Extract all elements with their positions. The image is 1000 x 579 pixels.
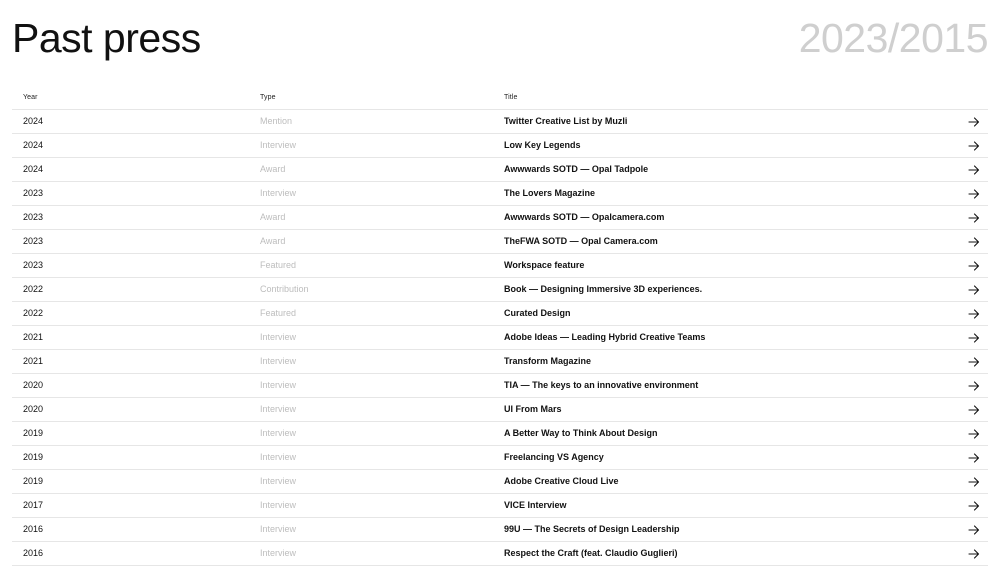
arrow-right-icon[interactable]: [968, 331, 980, 343]
table-row[interactable]: [12, 398, 988, 422]
arrow-right-icon[interactable]: [968, 235, 980, 247]
row-title[interactable]: TIA — The keys to an innovative environment: [504, 380, 699, 390]
year-range: 2023/2015: [798, 15, 988, 61]
column-header-type: Type: [260, 94, 276, 101]
table-row[interactable]: [12, 182, 988, 206]
row-type: Interview: [260, 500, 297, 510]
arrow-right-icon[interactable]: [968, 139, 980, 151]
arrow-right-icon[interactable]: [968, 355, 980, 367]
row-type: Award: [260, 164, 286, 174]
table-header: [12, 86, 988, 110]
table-row[interactable]: [12, 254, 988, 278]
table-row[interactable]: [12, 134, 988, 158]
row-title[interactable]: Curated Design: [504, 308, 571, 318]
arrow-right-icon[interactable]: [968, 163, 980, 175]
row-type: Interview: [260, 140, 297, 150]
row-type: Featured: [260, 260, 297, 270]
row-title[interactable]: The Lovers Magazine: [504, 188, 596, 198]
row-type: Interview: [260, 452, 297, 462]
row-year: 2016: [23, 524, 44, 534]
row-title[interactable]: Respect the Craft (feat. Claudio Guglieri): [504, 548, 678, 558]
arrow-right-icon[interactable]: [968, 115, 980, 127]
arrow-right-icon[interactable]: [968, 451, 980, 463]
row-year: 2017: [23, 500, 44, 510]
row-year: 2021: [23, 332, 44, 342]
row-type: Interview: [260, 548, 297, 558]
row-type: Interview: [260, 380, 297, 390]
arrow-right-icon[interactable]: [968, 547, 980, 559]
row-type: Interview: [260, 428, 297, 438]
row-title[interactable]: Workspace feature: [504, 260, 585, 270]
row-title[interactable]: Transform Magazine: [504, 356, 592, 366]
table-row[interactable]: [12, 158, 988, 182]
table-row[interactable]: [12, 446, 988, 470]
table-row[interactable]: [12, 518, 988, 542]
table-row[interactable]: [12, 422, 988, 446]
row-type: Award: [260, 236, 286, 246]
row-year: 2024: [23, 164, 44, 174]
column-header-year: Year: [23, 94, 38, 101]
table-row[interactable]: [12, 326, 988, 350]
arrow-right-icon[interactable]: [968, 259, 980, 271]
arrow-right-icon[interactable]: [968, 427, 980, 439]
row-year: 2019: [23, 476, 44, 486]
row-type: Interview: [260, 524, 297, 534]
page-title: Past press: [12, 15, 201, 61]
table-row[interactable]: [12, 110, 988, 134]
row-type: Interview: [260, 404, 297, 414]
row-year: 2020: [23, 380, 44, 390]
table-row[interactable]: [12, 470, 988, 494]
row-year: 2020: [23, 404, 44, 414]
table-row[interactable]: [12, 374, 988, 398]
row-year: 2023: [23, 236, 44, 246]
row-year: 2024: [23, 116, 44, 126]
row-year: 2021: [23, 356, 44, 366]
row-year: 2024: [23, 140, 44, 150]
table-row[interactable]: [12, 494, 988, 518]
table-row[interactable]: [12, 302, 988, 326]
row-type: Mention: [260, 116, 293, 126]
row-year: 2022: [23, 284, 44, 294]
row-type: Interview: [260, 476, 297, 486]
column-header-title: Title: [504, 94, 518, 101]
row-year: 2019: [23, 428, 44, 438]
row-title[interactable]: Twitter Creative List by Muzli: [504, 116, 628, 126]
arrow-right-icon[interactable]: [968, 211, 980, 223]
row-title[interactable]: Book — Designing Immersive 3D experiences.: [504, 284, 703, 294]
row-title[interactable]: Awwwards SOTD — Opal Tadpole: [504, 164, 649, 174]
row-title[interactable]: TheFWA SOTD — Opal Camera.com: [504, 236, 658, 246]
arrow-right-icon[interactable]: [968, 379, 980, 391]
row-type: Interview: [260, 332, 297, 342]
row-year: 2019: [23, 452, 44, 462]
arrow-right-icon[interactable]: [968, 523, 980, 535]
row-type: Contribution: [260, 284, 309, 294]
arrow-right-icon[interactable]: [968, 475, 980, 487]
press-table: [12, 86, 988, 566]
arrow-right-icon[interactable]: [968, 403, 980, 415]
row-title[interactable]: Adobe Ideas — Leading Hybrid Creative Teams: [504, 332, 706, 342]
row-type: Featured: [260, 308, 297, 318]
row-year: 2023: [23, 260, 44, 270]
table-row[interactable]: [12, 278, 988, 302]
header: [12, 10, 988, 66]
row-title[interactable]: Awwwards SOTD — Opalcamera.com: [504, 212, 665, 222]
table-row[interactable]: [12, 350, 988, 374]
row-year: 2022: [23, 308, 44, 318]
row-type: Interview: [260, 188, 297, 198]
row-title[interactable]: 99U — The Secrets of Design Leadership: [504, 524, 680, 534]
table-row[interactable]: [12, 230, 988, 254]
row-title[interactable]: A Better Way to Think About Design: [504, 428, 658, 438]
row-title[interactable]: VICE Interview: [504, 500, 567, 510]
arrow-right-icon[interactable]: [968, 499, 980, 511]
row-year: 2023: [23, 212, 44, 222]
arrow-right-icon[interactable]: [968, 283, 980, 295]
row-year: 2023: [23, 188, 44, 198]
arrow-right-icon[interactable]: [968, 187, 980, 199]
row-title[interactable]: Low Key Legends: [504, 140, 581, 150]
table-row[interactable]: [12, 206, 988, 230]
table-body: [12, 110, 988, 566]
row-type: Award: [260, 212, 286, 222]
row-title[interactable]: Freelancing VS Agency: [504, 452, 604, 462]
row-title[interactable]: UI From Mars: [504, 404, 562, 414]
table-row[interactable]: [12, 542, 988, 566]
row-type: Interview: [260, 356, 297, 366]
row-title[interactable]: Adobe Creative Cloud Live: [504, 476, 619, 486]
arrow-right-icon[interactable]: [968, 307, 980, 319]
row-year: 2016: [23, 548, 44, 558]
